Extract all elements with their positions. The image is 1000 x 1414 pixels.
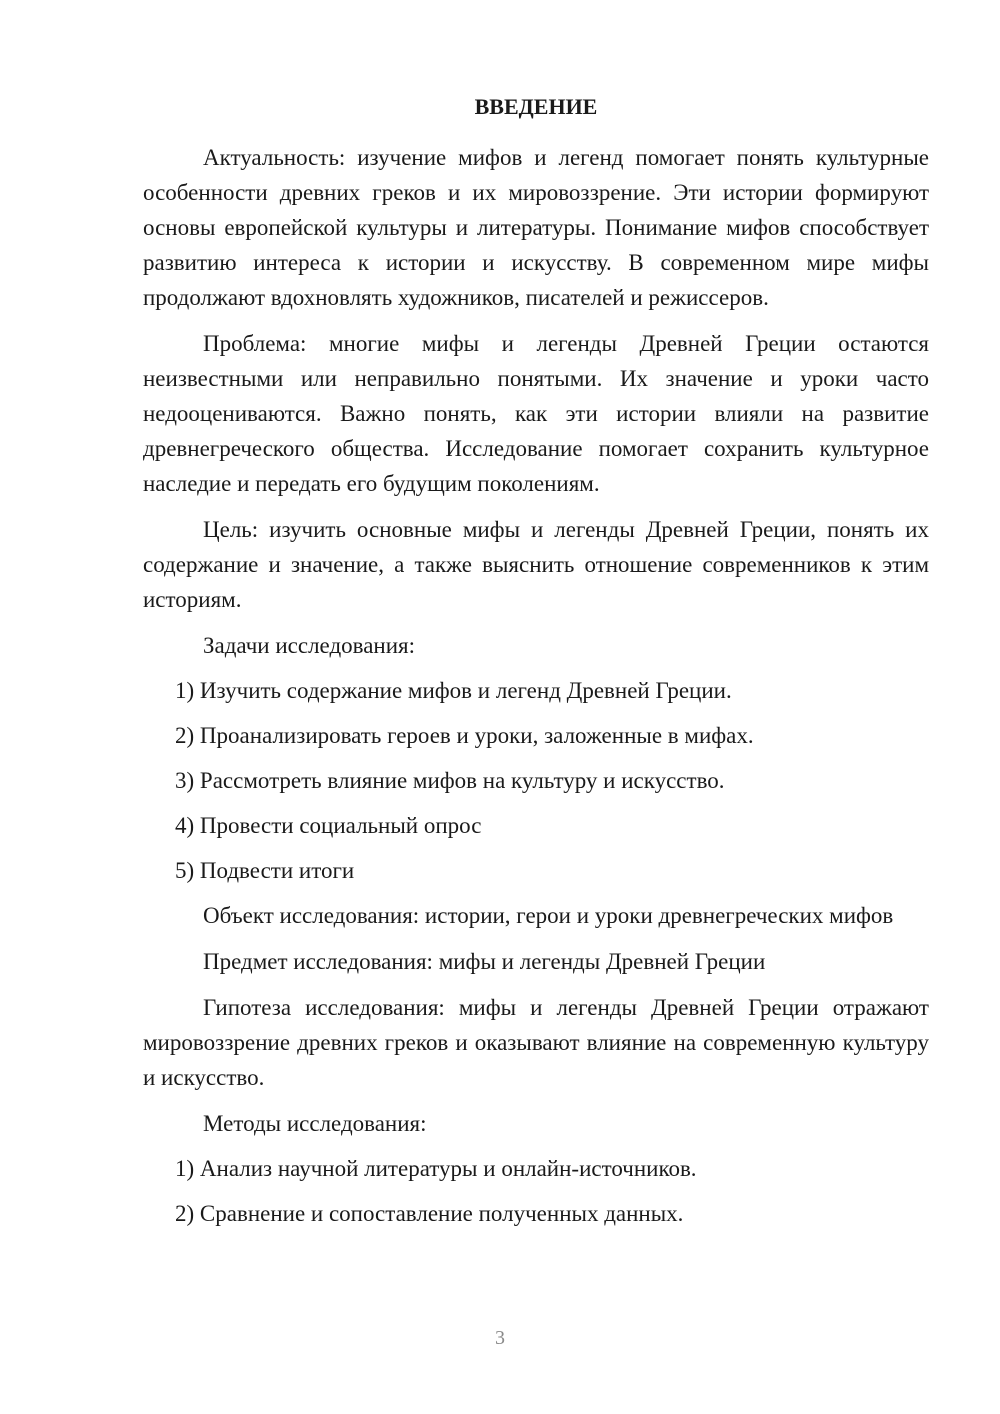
- document-page: [143, 92, 929, 1241]
- task-item: 5) Подвести итоги: [175, 858, 355, 883]
- hypothesis-paragraph: Гипотеза исследования: мифы и легенды Древней Греции отражают мировоззрение древних греков и оказывают влияние на современную культуру и искусство.: [143, 995, 929, 1090]
- problem-paragraph: Проблема: многие мифы и легенды Древней Греции остаются неизвестными или неправильно понятыми. Их значение и уроки часто недооцениваются. Важно понять, как эти истории влияли на развитие древнегреческого общества. Исследование помогает сохранить культурное наследие и передать его будущим поколениям.: [143, 331, 929, 496]
- task-item: 3) Рассмотреть влияние мифов на культуру и искусство.: [175, 768, 725, 793]
- method-item: 2) Сравнение и сопоставление полученных данных.: [175, 1201, 684, 1226]
- object-paragraph: Объект исследования: истории, герои и уроки древнегреческих мифов: [203, 903, 894, 928]
- methods-label: Методы исследования:: [203, 1111, 427, 1136]
- task-item: 1) Изучить содержание мифов и легенд Древней Греции.: [175, 678, 732, 703]
- method-item: 1) Анализ научной литературы и онлайн-источников.: [175, 1156, 697, 1181]
- goal-paragraph: Цель: изучить основные мифы и легенды Древней Греции, понять их содержание и значение, а также выяснить отношение современников к этим историям.: [143, 517, 929, 612]
- relevance-paragraph: Актуальность: изучение мифов и легенд помогает понять культурные особенности древних греков и их мировоззрение. Эти истории формируют основы европейской культуры и литературы. Понимание мифов способствует развитию интереса к истории и искусству. В современном мире мифы продолжают вдохновлять художников, писателей и режиссеров.: [143, 145, 929, 310]
- page-heading: ВВЕДЕНИЕ: [474, 94, 598, 119]
- task-item: 4) Провести социальный опрос: [175, 813, 482, 838]
- tasks-label: Задачи исследования:: [203, 633, 416, 658]
- task-item: 2) Проанализировать героев и уроки, заложенные в мифах.: [175, 723, 754, 748]
- subject-paragraph: Предмет исследования: мифы и легенды Древней Греции: [203, 949, 766, 974]
- page-number: 3: [495, 1327, 505, 1349]
